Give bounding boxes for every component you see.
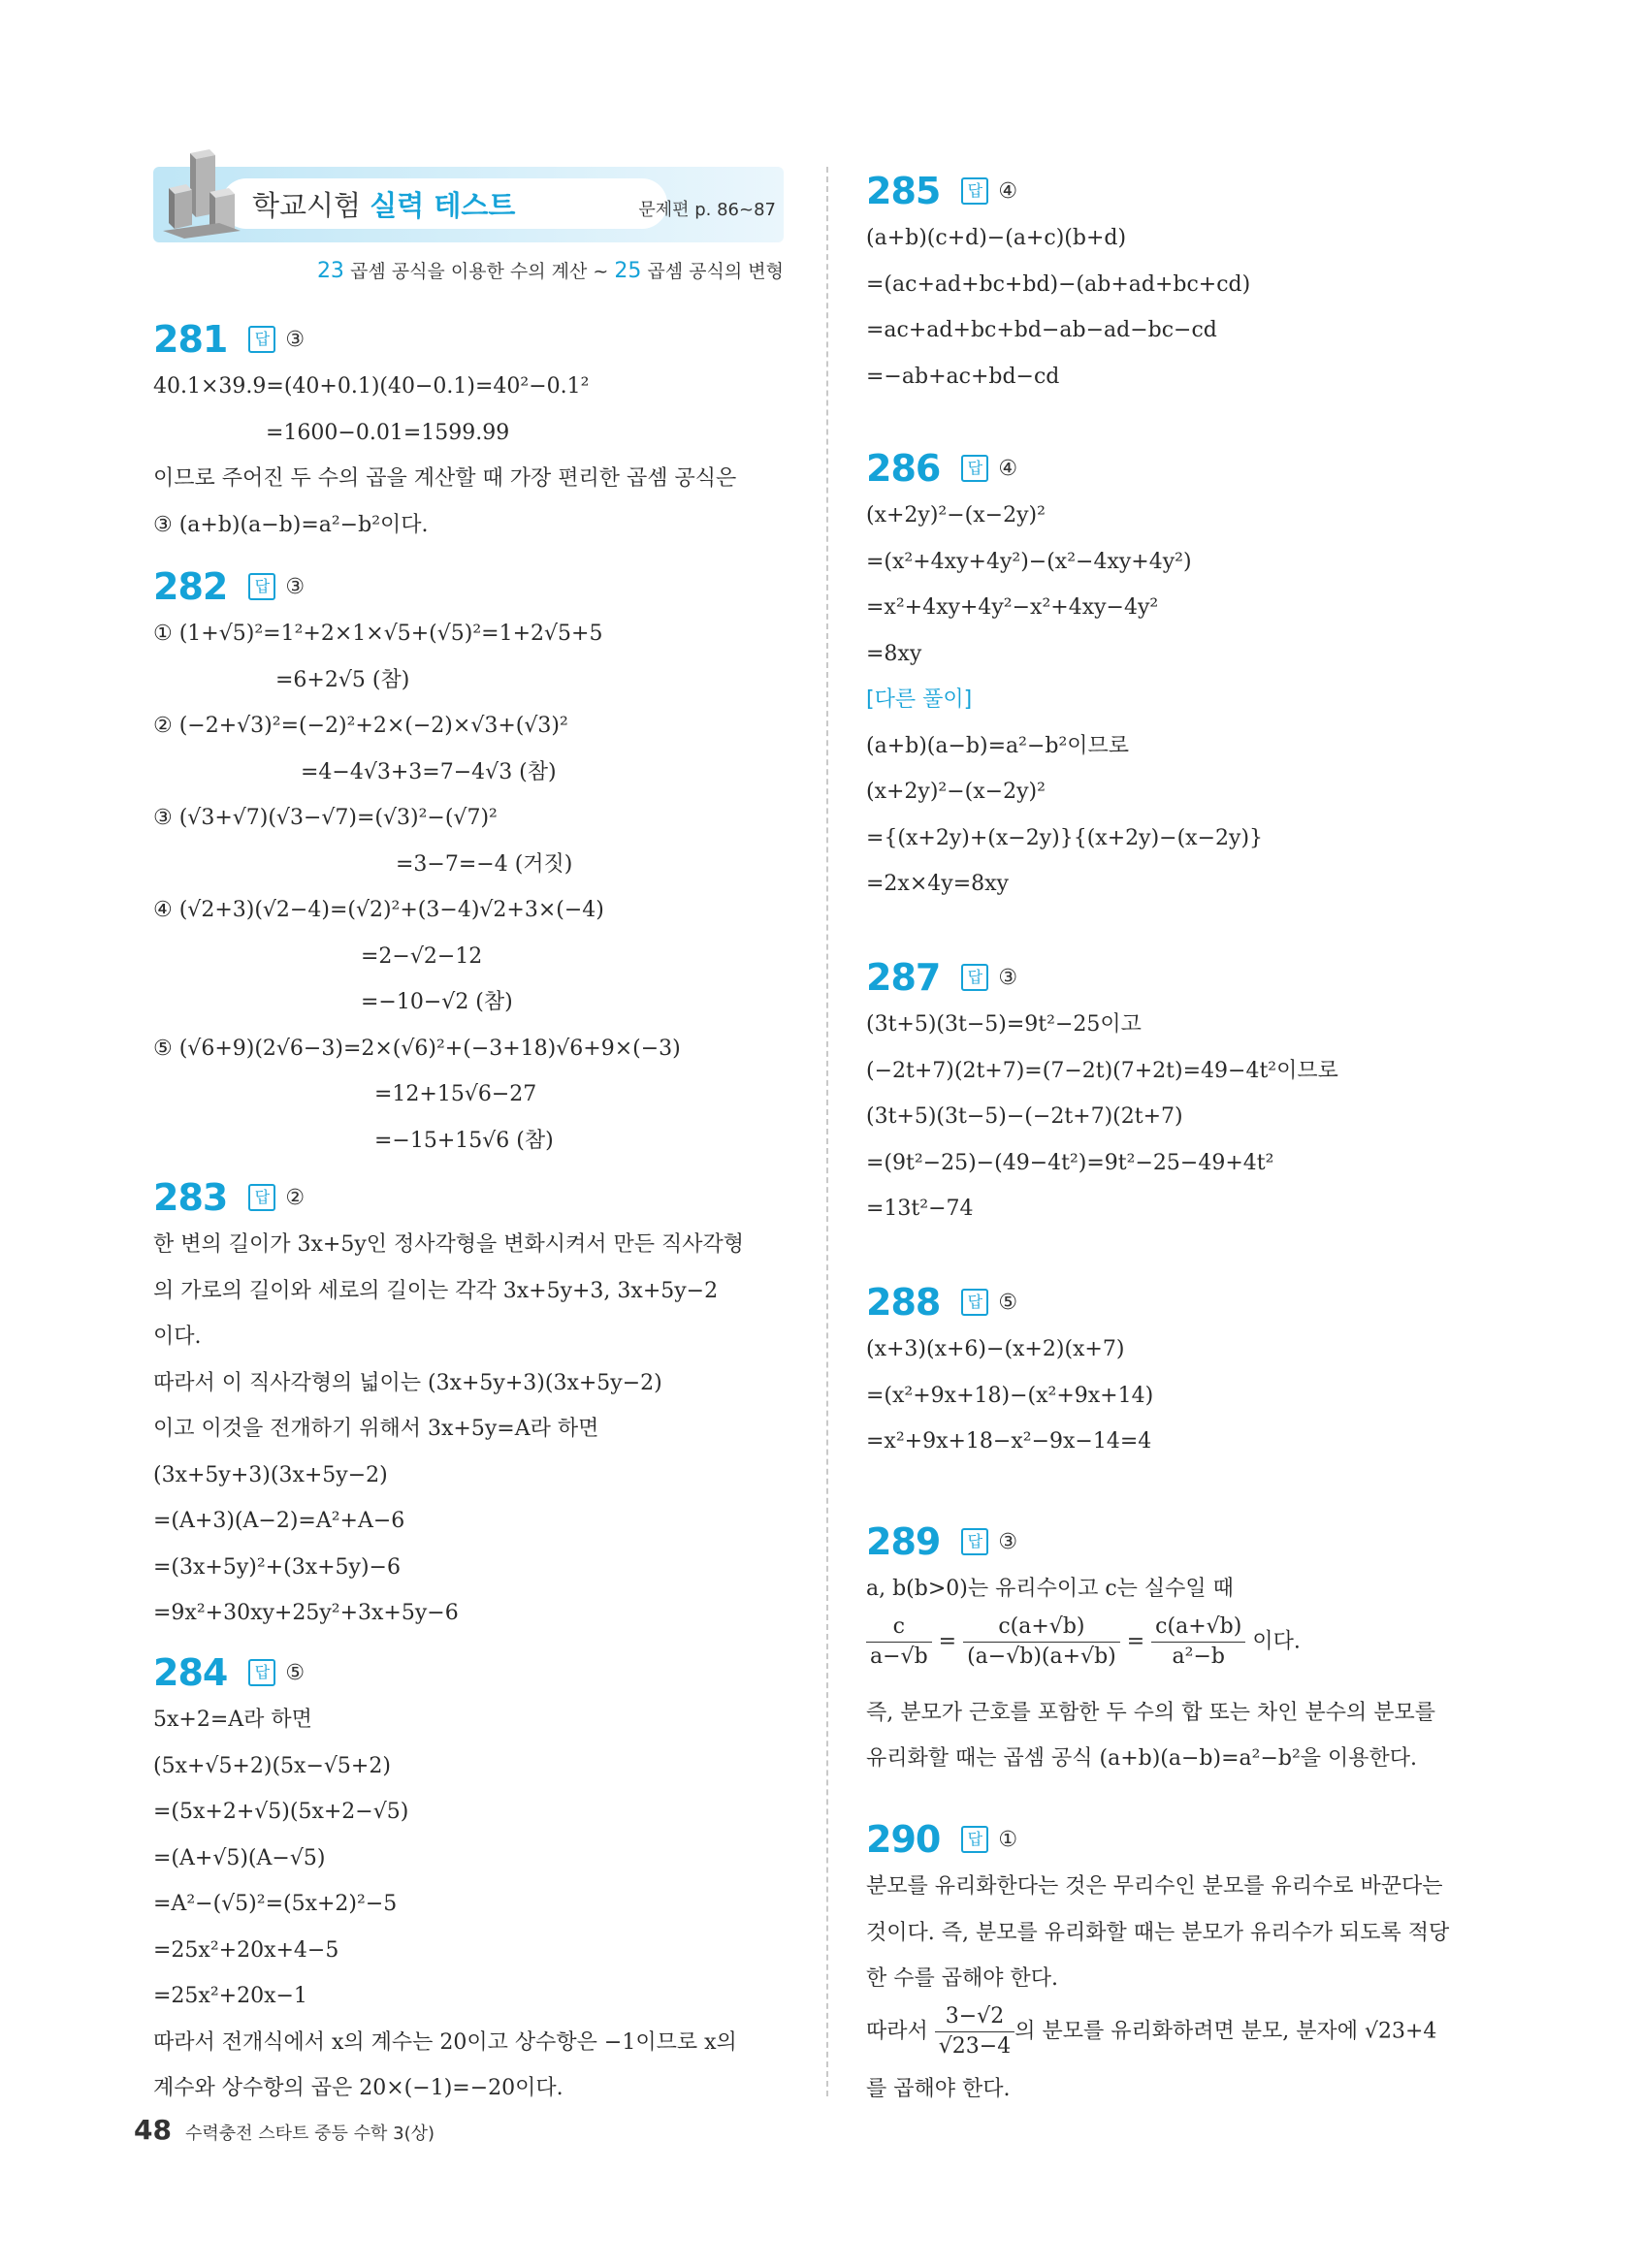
solution-line: =2x×4y=8xy	[866, 872, 1009, 896]
text-fragment: 따라서	[866, 2019, 935, 2043]
denominator: a²−b	[1172, 1644, 1225, 1669]
solution-line: ① (1+√5)²=1²+2×1×√5+(√5)²=1+2√5+5	[153, 622, 603, 646]
subtitle-text-2: 곱셈 공식의 변형	[641, 261, 784, 282]
solution-line: a, b(b>0)는 유리수이고 c는 실수일 때	[866, 1577, 1234, 1601]
fraction	[935, 2002, 1014, 2061]
section-banner	[153, 167, 784, 242]
answer-badge: 답	[248, 1659, 275, 1686]
problem-number: 281	[153, 318, 228, 361]
solution-line: =(9t²−25)−(49−4t²)=9t²−25−49+4t²	[866, 1150, 1274, 1175]
denominator: √23−4	[938, 2033, 1012, 2059]
solution-line: (x+3)(x+6)−(x+2)(x+7)	[866, 1337, 1125, 1361]
subtitle-num-1: 23	[316, 259, 344, 283]
solution-line: =25x²+20x−1	[153, 1984, 307, 2008]
solution-line: =A²−(√5)²=(5x+2)²−5	[153, 1892, 398, 1916]
solution-line: =x²+9x+18−x²−9x−14=4	[866, 1429, 1152, 1453]
numerator: c(a+√b)	[963, 1613, 1120, 1643]
answer-choice: ⑤	[998, 1290, 1018, 1315]
answer-choice: ①	[998, 1827, 1018, 1852]
problem-number: 282	[153, 565, 228, 608]
solution-line: 40.1×39.9=(40+0.1)(40−0.1)=40²−0.1²	[153, 374, 590, 399]
banner-title	[252, 184, 515, 224]
fraction	[963, 1613, 1120, 1672]
solution-line: =25x²+20x+4−5	[153, 1937, 339, 1963]
solution-line: 이고 이것을 전개하기 위해서 3x+5y=A라 하면	[153, 1417, 599, 1441]
solution-line: (a+b)(c+d)−(a+c)(b+d)	[866, 226, 1127, 250]
problem-290	[866, 1815, 1449, 2112]
solution-line: (5x+√5+2)(5x−√5+2)	[153, 1753, 391, 1778]
problem-289	[866, 1517, 1435, 1782]
numerator: 3−√2	[935, 2002, 1014, 2032]
solution-line: (3t+5)(3t−5)=9t²−25이고	[866, 1012, 1142, 1037]
fraction-line	[866, 1613, 1435, 1690]
problem-285	[866, 167, 1250, 399]
fraction	[866, 1613, 932, 1672]
answer-choice: ②	[285, 1185, 306, 1210]
solution-line: 의 가로의 길이와 세로의 길이는 각각 3x+5y+3, 3x+5y−2	[153, 1278, 719, 1303]
solution-line: =(x²+4xy+4y²)−(x²−4xy+4y²)	[866, 549, 1192, 574]
solution-line: 이다.	[153, 1325, 202, 1349]
problem-number: 290	[866, 1818, 941, 1861]
solution-line: (x+2y)²−(x−2y)²	[866, 780, 1046, 804]
solution-line: ⑤ (√6+9)(2√6−3)=2×(√6)²+(−3+18)√6+9×(−3)	[153, 1036, 681, 1061]
problem-number: 284	[153, 1651, 228, 1694]
solution-line: (a+b)(a−b)=a²−b²이므로	[866, 733, 1130, 758]
section-subtitle	[153, 257, 784, 283]
problem-number: 285	[866, 170, 941, 212]
solution-line: =8xy	[866, 641, 922, 666]
problem-number: 287	[866, 956, 941, 999]
solution-line: =−ab+ac+bd−cd	[866, 364, 1060, 389]
problem-number: 286	[866, 447, 941, 490]
solution-line: 이므로 주어진 두 수의 곱을 계산할 때 가장 편리한 곱셈 공식은	[153, 466, 737, 491]
solution-line: =3−7=−4 (거짓)	[396, 851, 573, 877]
column-divider	[826, 167, 828, 2096]
title-prefix: 학교시험	[252, 189, 362, 222]
subtitle-text-1: 곱셈 공식을 이용한 수의 계산 ~	[343, 261, 615, 282]
problem-282	[153, 562, 681, 1164]
answer-choice: ④	[998, 456, 1018, 481]
fraction-tail-text: 이다.	[1252, 1629, 1301, 1653]
solution-line: 따라서 전개식에서 x의 계수는 20이고 상수항은 −1이므로 x의	[153, 2029, 737, 2055]
problem-number: 289	[866, 1520, 941, 1563]
answer-badge: 답	[248, 573, 275, 600]
page-footer	[134, 2114, 435, 2146]
answer-choice: ③	[285, 574, 306, 599]
solution-line: =−10−√2 (참)	[361, 990, 513, 1014]
problem-281	[153, 315, 736, 548]
problem-number: 283	[153, 1176, 228, 1219]
solution-line: 따라서 이 직사각형의 넓이는 (3x+5y+3)(3x+5y−2)	[153, 1370, 662, 1395]
solution-line: 한 변의 길이가 3x+5y인 정사각형을 변화시켜서 만든 직사각형	[153, 1232, 745, 1257]
solution-line: =2−√2−12	[361, 943, 483, 969]
solution-line: (3x+5y+3)(3x+5y−2)	[153, 1462, 388, 1487]
page-number: 48	[134, 2114, 172, 2146]
book-title: 수력충전 스타트 중등 수학 3(상)	[184, 2124, 435, 2144]
solution-line: 즉, 분모가 근호를 포함한 두 수의 합 또는 차인 분수의 분모를	[866, 1700, 1435, 1725]
solution-line: ③ (√3+√7)(√3−√7)=(√3)²−(√7)²	[153, 806, 498, 830]
denominator: a−√b	[870, 1644, 928, 1669]
solution-line: =1600−0.01=1599.99	[266, 420, 510, 445]
denominator: (a−√b)(a+√b)	[967, 1644, 1116, 1669]
answer-choice: ③	[998, 965, 1018, 990]
answer-choice: ④	[998, 178, 1018, 204]
fraction-line	[866, 2002, 1449, 2066]
solution-line: =6+2√5 (참)	[275, 667, 410, 692]
solution-line: (3t+5)(3t−5)−(−2t+7)(2t+7)	[866, 1104, 1183, 1129]
answer-badge: 답	[248, 326, 275, 353]
answer-choice: ③	[285, 327, 306, 352]
solution-line: =9x²+30xy+25y²+3x+5y−6	[153, 1601, 459, 1625]
solution-line: 5x+2=A라 하면	[153, 1708, 312, 1732]
page-reference: 문제편 p. 86~87	[638, 200, 776, 220]
solution-line: ③ (a+b)(a−b)=a²−b²이다.	[153, 512, 429, 537]
answer-choice: ⑤	[285, 1660, 306, 1685]
fraction	[1151, 1613, 1245, 1672]
answer-badge: 답	[961, 1289, 988, 1316]
solution-line: ={(x+2y)+(x−2y)}{(x+2y)−(x−2y)}	[866, 825, 1264, 850]
problem-number: 288	[866, 1281, 941, 1324]
answer-badge: 답	[961, 1528, 988, 1555]
solution-line: =(x²+9x+18)−(x²+9x+14)	[866, 1383, 1154, 1408]
equals-sign: =	[1126, 1629, 1145, 1653]
problem-288	[866, 1278, 1153, 1465]
subtitle-num-2: 25	[614, 259, 642, 283]
answer-badge: 답	[248, 1184, 275, 1211]
title-accent: 실력 테스트	[370, 189, 516, 222]
equals-sign: =	[938, 1629, 957, 1653]
numerator: c(a+√b)	[1151, 1613, 1245, 1643]
cubes-icon	[161, 149, 242, 239]
solution-line: =(ac+ad+bc+bd)−(ab+ad+bc+cd)	[866, 272, 1251, 297]
alternative-solution-label: [다른 풀이]	[866, 687, 973, 712]
solution-line: =(A+3)(A−2)=A²+A−6	[153, 1509, 405, 1533]
problem-283	[153, 1173, 744, 1637]
solution-line: 를 곱해야 한다.	[866, 2076, 1011, 2101]
solution-line: =(A+√5)(A−√5)	[153, 1845, 326, 1870]
solution-line: =4−4√3+3=7−4√3 (참)	[301, 759, 557, 784]
numerator: c	[866, 1613, 932, 1643]
answer-choice: ③	[998, 1529, 1018, 1554]
solution-line: 계수와 상수항의 곱은 20×(−1)=−20이다.	[153, 2076, 563, 2100]
solution-line: ② (−2+√3)²=(−2)²+2×(−2)×√3+(√3)²	[153, 714, 568, 738]
solution-line: 분모를 유리화한다는 것은 무리수인 분모를 유리수로 바꾼다는	[866, 1874, 1443, 1899]
problem-286	[866, 444, 1263, 908]
problem-284	[153, 1648, 737, 2112]
solution-line: 것이다. 즉, 분모를 유리화할 때는 분모가 유리수가 되도록 적당	[866, 1920, 1450, 1945]
solution-line: =13t²−74	[866, 1197, 974, 1221]
solution-line: 유리화할 때는 곱셈 공식 (a+b)(a−b)=a²−b²을 이용한다.	[866, 1746, 1418, 1771]
text-fragment: 의 분모를 유리화하려면 분모, 분자에 √23+4	[1014, 2019, 1437, 2043]
answer-badge: 답	[961, 1826, 988, 1853]
answer-badge: 답	[961, 964, 988, 991]
solution-line: ④ (√2+3)(√2−4)=(√2)²+(3−4)√2+3×(−4)	[153, 898, 604, 922]
solution-line: =x²+4xy+4y²−x²+4xy−4y²	[866, 595, 1159, 620]
answer-badge: 답	[961, 177, 988, 205]
solution-line: =(3x+5y)²+(3x+5y)−6	[153, 1554, 401, 1580]
solution-line: =12+15√6−27	[374, 1082, 537, 1106]
answer-badge: 답	[961, 455, 988, 482]
problem-287	[866, 953, 1338, 1232]
solution-line: =−15+15√6 (참)	[374, 1128, 554, 1153]
solution-line: =ac+ad+bc+bd−ab−ad−bc−cd	[866, 318, 1217, 342]
solution-line: (−2t+7)(2t+7)=(7−2t)(7+2t)=49−4t²이므로	[866, 1058, 1338, 1083]
solution-line: (x+2y)²−(x−2y)²	[866, 503, 1046, 527]
solution-line: =(5x+2+√5)(5x+2−√5)	[153, 1800, 409, 1824]
solution-line: 한 수를 곱해야 한다.	[866, 1966, 1058, 1991]
